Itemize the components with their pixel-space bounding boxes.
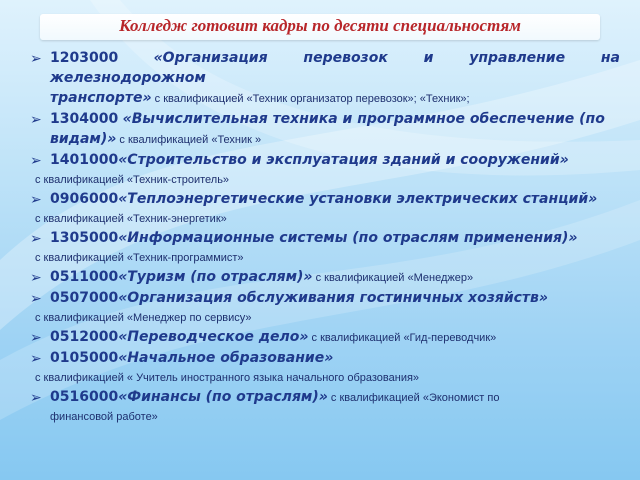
specialty-name: «Организация перевозок и управление на железнодорожном xyxy=(50,50,620,86)
qualification: с квалификацией «Техник » xyxy=(116,134,262,146)
list-item xyxy=(30,348,620,368)
list-item xyxy=(30,48,620,88)
list-item xyxy=(30,327,620,348)
qualification-line xyxy=(35,248,620,267)
specialty-name: «Информационные системы (по отраслям применения)» xyxy=(118,230,578,246)
specialty-code: 1203000 xyxy=(50,50,119,66)
qualification: с квалификацией «Менеджер» xyxy=(312,272,474,284)
qualification-line xyxy=(35,170,620,189)
qualification: с квалификацией «Техник-программист» xyxy=(35,252,244,264)
specialty-name: «Финансы (по отраслям)» xyxy=(118,389,328,405)
arrow-bullet-icon: ➢ xyxy=(30,290,42,306)
specialty-code: 1305000 xyxy=(50,230,119,246)
list-item xyxy=(30,288,620,308)
qualification: с квалификацией «Техник-строитель» xyxy=(35,174,230,186)
qualification: с квалификацией «Техник организатор перевозок»; «Техник»; xyxy=(151,93,470,105)
specialty-code: 0511000 xyxy=(50,269,119,285)
qualification: финансовой работе» xyxy=(50,411,158,423)
arrow-bullet-icon: ➢ xyxy=(30,350,42,366)
qualification: с квалификацией «Экономист по xyxy=(327,392,500,404)
qualification-line xyxy=(35,308,620,327)
specialty-code: 1401000 xyxy=(50,152,119,168)
specialty-name: «Переводческое дело» xyxy=(118,329,309,345)
arrow-bullet-icon: ➢ xyxy=(30,329,42,345)
qualification-line xyxy=(35,209,620,228)
specialty-name: «Туризм (по отраслям)» xyxy=(118,269,313,285)
qualification: с квалификацией «Техник-энергетик» xyxy=(35,213,227,225)
specialty-code: 0512000 xyxy=(50,329,119,345)
arrow-bullet-icon: ➢ xyxy=(30,230,42,246)
list-item xyxy=(30,387,620,408)
list-item xyxy=(30,267,620,288)
arrow-bullet-icon: ➢ xyxy=(30,389,42,405)
specialty-name: «Теплоэнергетические установки электрических станций» xyxy=(118,191,598,207)
specialty-name: «Строительство и эксплуатация зданий и сооружений» xyxy=(118,152,569,168)
list-item-continuation xyxy=(30,129,620,150)
specialty-code: 0516000 xyxy=(50,389,119,405)
arrow-bullet-icon: ➢ xyxy=(30,50,42,66)
qualification: с квалификацией «Гид-переводчик» xyxy=(308,332,497,344)
specialty-code: 1304000 xyxy=(50,111,119,127)
arrow-bullet-icon: ➢ xyxy=(30,111,42,127)
specialty-code: 0507000 xyxy=(50,290,119,306)
qualification: с квалификацией « Учитель иностранного языка начального образования» xyxy=(35,372,420,384)
slide-title: Колледж готовит кадры по десяти специальностям xyxy=(119,16,521,35)
list-item-continuation xyxy=(30,408,620,425)
specialty-code: 0906000 xyxy=(50,191,119,207)
specialty-code: 0105000 xyxy=(50,350,119,366)
specialty-name: «Вычислительная техника и программное обеспечение (по xyxy=(122,111,605,127)
list-item xyxy=(30,109,620,129)
specialty-list xyxy=(30,48,620,425)
specialty-name: «Начальное образование» xyxy=(118,350,334,366)
specialty-name: транспорте» xyxy=(50,90,152,106)
list-item xyxy=(30,150,620,170)
list-item-continuation xyxy=(30,88,620,109)
arrow-bullet-icon: ➢ xyxy=(30,152,42,168)
specialty-name: «Организация обслуживания гостиничных хозяйств» xyxy=(118,290,549,306)
arrow-bullet-icon: ➢ xyxy=(30,191,42,207)
arrow-bullet-icon: ➢ xyxy=(30,269,42,285)
list-item xyxy=(30,189,620,209)
specialty-name: видам)» xyxy=(50,131,117,147)
qualification: с квалификацией «Менеджер по сервису» xyxy=(35,312,252,324)
list-item xyxy=(30,228,620,248)
qualification-line xyxy=(35,368,620,387)
